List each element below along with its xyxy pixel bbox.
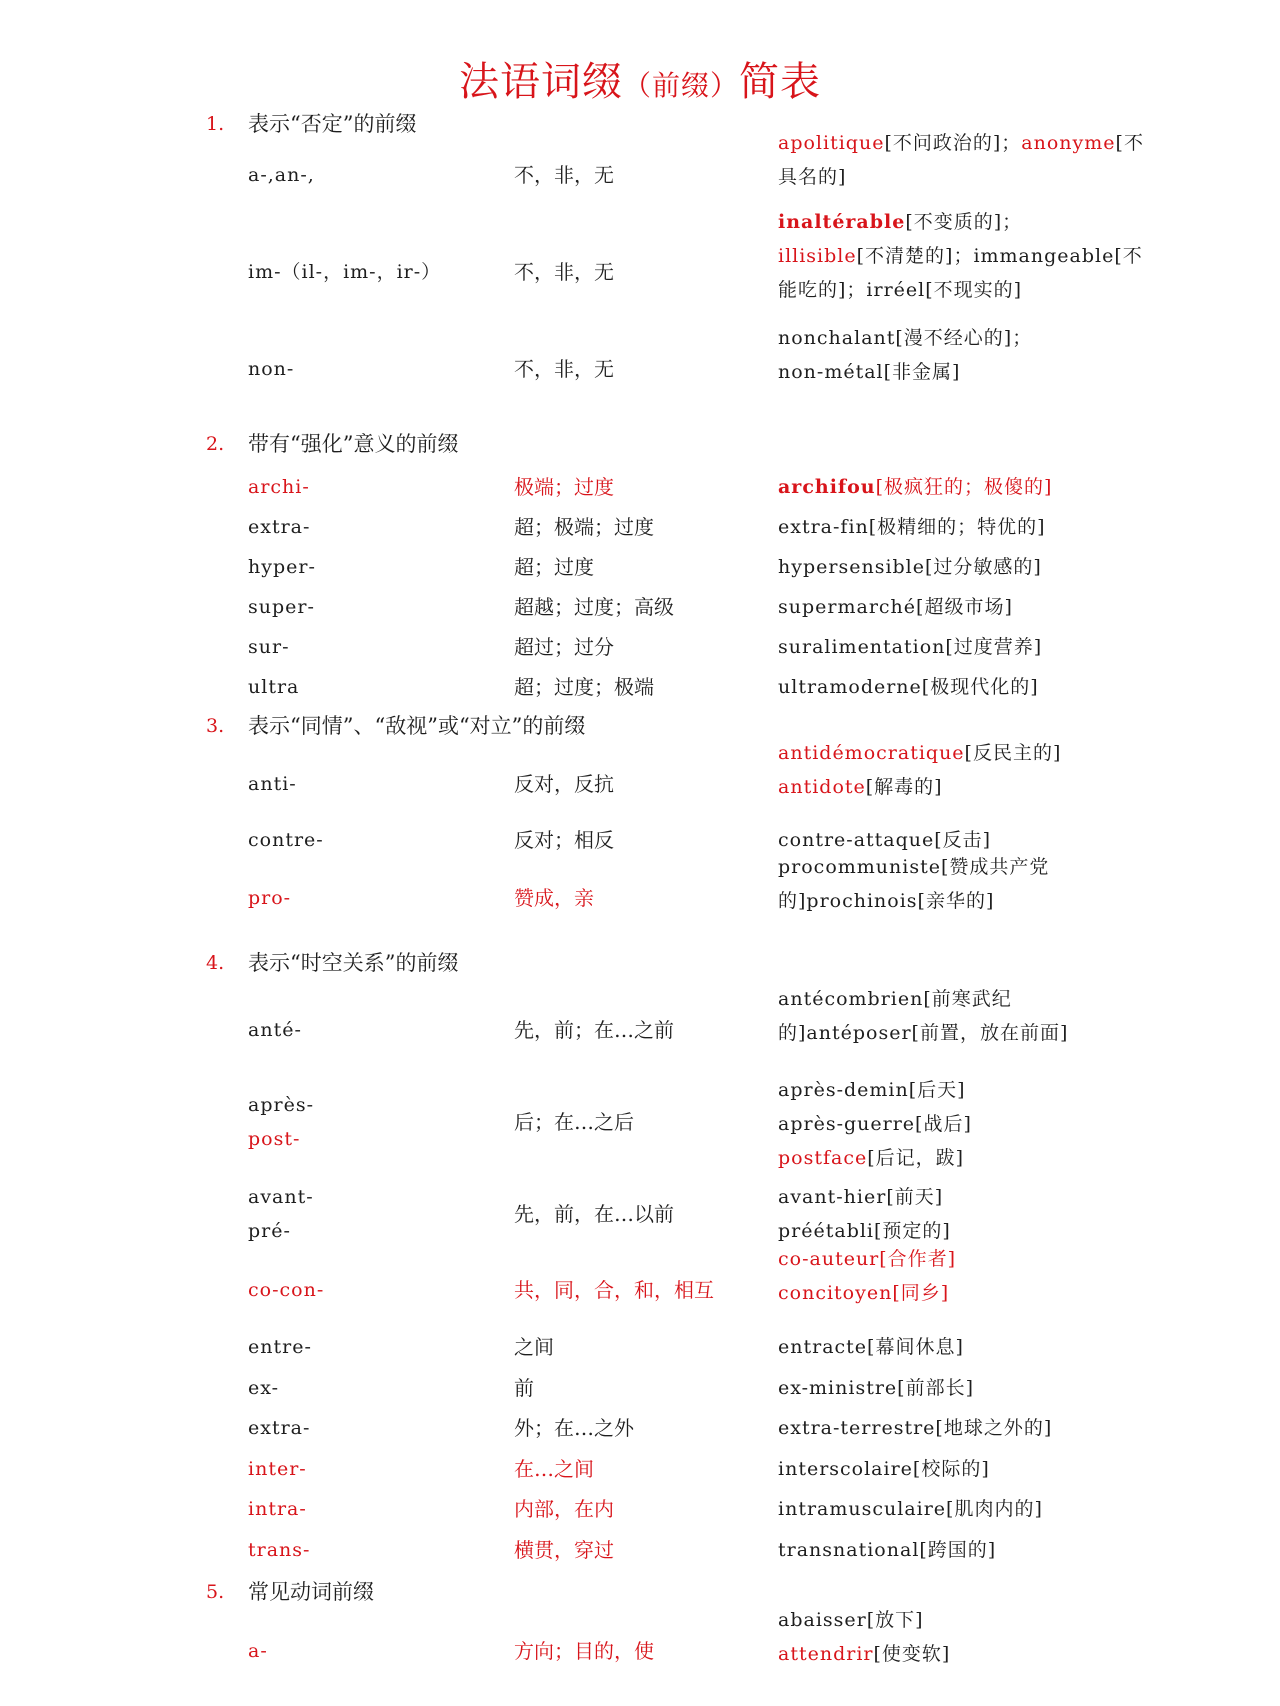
page-title: 法语词缀（前缀）简表 [458,59,821,105]
